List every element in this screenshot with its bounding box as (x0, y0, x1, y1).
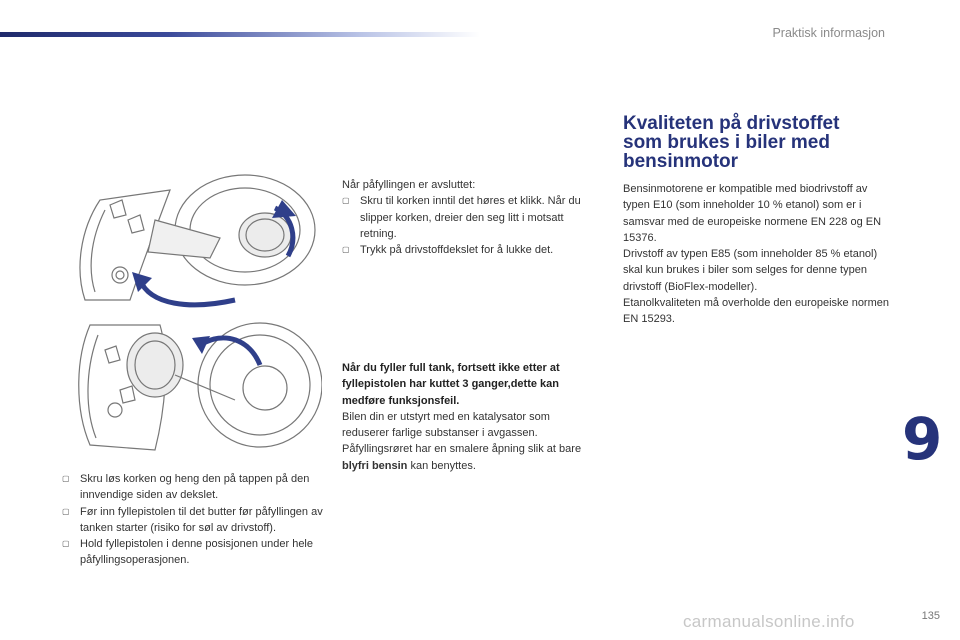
page-number: 135 (921, 610, 940, 622)
unleaded-text-post: kan benyttes. (407, 459, 476, 472)
heading-line-2: som brukes i biler med (623, 132, 830, 153)
list-item: ▢ Før inn fyllepistolen til det butter før påfyllingen av tanken starter (risiko for søl av drivstoff). (62, 504, 327, 537)
unleaded-text (342, 441, 597, 474)
heading-line-1: Kvaliteten på drivstoffet (623, 113, 840, 134)
catalyst-text: Bilen din er utstyrt med en katalysator som reduserer farlige substanser i avgassen. (342, 410, 550, 440)
warning-text: Når du fyller full tank, fortsett ikke etter at fyllepistolen har kuttet 3 ganger,dette kan medføre funksjonsfeil. (342, 362, 560, 407)
list-item: ▢ Trykk på drivstoffdekslet for å lukke det. (342, 242, 594, 258)
list-item: ▢ Skru løs korken og heng den på tappen på den innvendige siden av dekslet. (62, 471, 327, 504)
heading-line-3: bensinmotor (623, 151, 739, 172)
left-column (62, 471, 327, 569)
middle-warning-block (342, 360, 597, 474)
list-item: ▢ Skru til korken inntil det høres et klikk. Når du slipper korken, dreier den seg litt i motsatt retning. (342, 193, 594, 242)
unleaded-text-bold: blyfri bensin (342, 459, 408, 472)
fuel-quality-heading (623, 114, 891, 171)
fuel-quality-p2: Drivstoff av typen E85 (som inneholder 85 % etanol) skal kun brukes i biler som selges for denne typen drivstoff (BioFlex-modeller). (623, 248, 878, 293)
middle-bullet-list (342, 193, 594, 258)
list-item: ▢ Hold fyllepistolen i denne posisjonen under hele påfyllingsoperasjonen. (62, 536, 327, 569)
fuel-flap-open-drawing (80, 175, 315, 300)
section-title: Praktisk informasjon (772, 26, 885, 40)
fuel-quality-p3: Etanolkvaliteten må overholde den europeiske normen EN 15293. (623, 297, 889, 326)
rotation-arrow-bottom (200, 338, 260, 365)
unleaded-text-pre: Påfyllingsrøret har en smalere åpning slik at bare (342, 443, 582, 456)
fuel-quality-p1: Bensinmotorene er kompatible med biodrivstoff av typen E10 (som inneholder 10 % etanol) som er i samsvar med de europeiske normene EN 228 og EN 15376. (623, 183, 882, 244)
watermark: carmanualsonline.info (683, 612, 855, 631)
left-bullet-list (62, 471, 327, 569)
right-column (623, 114, 891, 328)
header-gradient-bar (0, 32, 480, 37)
middle-column (342, 177, 594, 258)
finish-intro: Når påfyllingen er avsluttet: (342, 179, 476, 191)
rotation-arrow-top (140, 280, 235, 305)
fuel-cap-illustration (60, 160, 322, 465)
chapter-number: 9 (902, 405, 943, 473)
